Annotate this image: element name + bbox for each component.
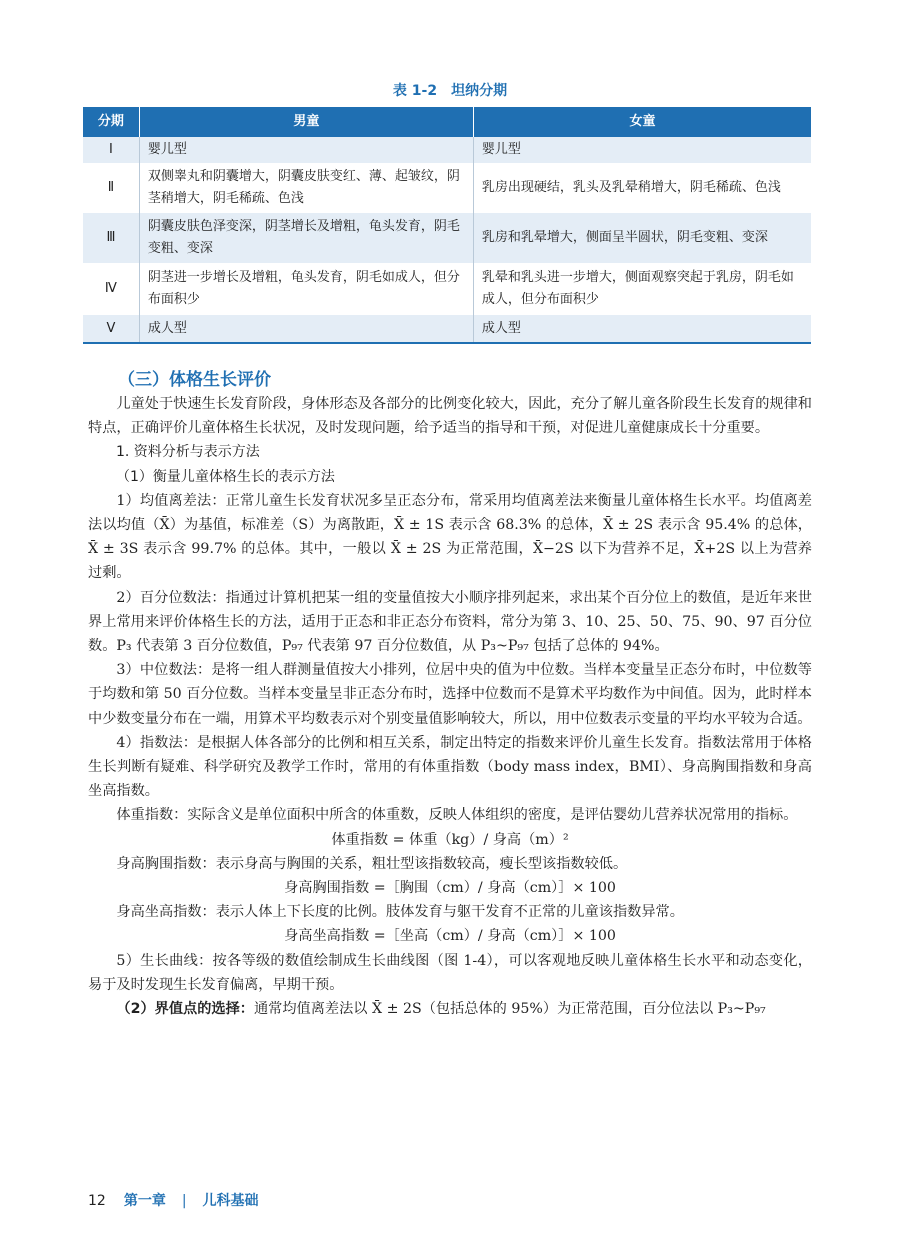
subheading-1: 1. 资料分析与表示方法 [116,444,260,461]
girl-cell: 乳房出现硬结，乳头及乳晕稍增大，阴毛稀疏、色浅 [473,163,811,213]
boy-cell: 双侧睾丸和阴囊增大，阴囊皮肤变红、薄、起皱纹，阴茎稍增大，阴毛稀疏、色浅 [139,163,473,213]
paragraph-cutoff [88,997,812,1021]
header-stage: 分期 [83,107,139,137]
paragraph-growth-curve: 5）生长曲线：按各等级的数值绘制成生长曲线图（图 1-4），可以客观地反映儿童体格生长水平和动态变化，易于及时发现生长发育偏离，早期干预。 [88,952,812,993]
book-title: 儿科基础 [202,1193,259,1209]
cutoff-text: 通常均值离差法以 X̄ ± 2S（包括总体的 95%）为正常范围，百分位法以 P₃~P₉₇ [253,1001,766,1018]
girl-cell: 成人型 [473,315,811,343]
stage-cell: Ⅰ [83,137,139,163]
paragraph-chest-index: 身高胸围指数：表示身高与胸围的关系，粗壮型该指数较高，瘦长型该指数较低。 [116,855,628,872]
boy-cell: 阴囊皮肤色泽变深，阴茎增长及增粗，龟头发育，阴毛变粗、变深 [139,213,473,263]
table-row [83,137,811,163]
subheading-2: （1）衡量儿童体格生长的表示方法 [116,468,335,485]
body-text [88,392,812,1021]
boy-cell: 成人型 [139,315,473,343]
girl-cell: 乳晕和乳头进一步增大，侧面观察突起于乳房，阴毛如成人，但分布面积少 [473,263,811,315]
table-header-row [83,107,811,137]
section-title: （三）体格生长评价 [118,370,271,390]
formula-sitting-index: 身高坐高指数 =［坐高（cm）/ 身高（cm）］× 100 [284,928,616,945]
paragraph-median: 3）中位数法：是将一组人群测量值按大小排列，位居中央的值为中位数。当样本变量呈正态分布时，中位数等于均数和第 50 百分位数。当样本变量呈非正态分布时，选择中位数而不是算术平均数作为中间值。因为，此时样本中少数变量分布在一端，用算术平均数表示对个别变量值影响较大，所以，用中位数表示变量的平均水平较为合适。 [88,662,812,727]
footer-separator: | [181,1193,187,1209]
paragraph-percentile: 2）百分位数法：指通过计算机把某一组的变量值按大小顺序排列起来，求出某个百分位上的数值，是近年来世界上常用来评价体格生长的方法，适用于正态和非正态分布资料，常分为第 3、10、25、50、75、90、97 百分位数。P₃ 代表第 3 百分位数值，P₉₇ 代表第 97 百分位数值，从 P₃~P₉₇ 包括了总体的 94%。 [88,589,812,655]
table-row [83,163,811,213]
girl-cell: 乳房和乳晕增大，侧面呈半圆状，阴毛变粗、变深 [473,213,811,263]
table-caption: 表 1-2 坦纳分期 [392,83,508,99]
table-row [83,213,811,263]
paragraph-index: 4）指数法：是根据人体各部分的比例和相互关系，制定出特定的指数来评价儿童生长发育。指数法常用于体格生长判断有疑难、科学研究及教学工作时，常用的有体重指数（body mass index，BMI）、身高胸围指数和身高坐高指数。 [88,734,812,800]
table-row [83,263,811,315]
paragraph-bmi: 体重指数：实际含义是单位面积中所含的体重数，反映人体组织的密度，是评估婴幼儿营养状况常用的指标。 [116,807,798,824]
page-footer [88,1190,259,1210]
header-boy: 男童 [139,107,473,137]
stage-cell: Ⅲ [83,213,139,263]
stage-cell: Ⅳ [83,263,139,315]
page-number: 12 [88,1193,106,1209]
tanner-stage-table [83,107,811,344]
paragraph-mean-deviation: 1）均值离差法：正常儿童生长发育状况多呈正态分布，常采用均值离差法来衡量儿童体格生长水平。均值离差法以均值（X̄）为基值，标准差（S）为离散距，X̄ ± 1S 表示含 68.3% 的总体，X̄ ± 2S 表示含 95.4% 的总体，X̄ ± 3S 表示含 99.7% 的总体。其中，一般以 X̄ ± 2S 为正常范围，X̄−2S 以下为营养不足，X̄+2S 以上为营养过剩。 [88,492,812,582]
paragraph-sitting-index: 身高坐高指数：表示人体上下长度的比例。肢体发育与躯干发育不正常的儿童该指数异常。 [116,904,684,921]
boy-cell: 婴儿型 [139,137,473,163]
formula-chest-index: 身高胸围指数 =［胸围（cm）/ 身高（cm）］× 100 [284,880,616,897]
stage-cell: Ⅴ [83,315,139,343]
cutoff-label: （2）界值点的选择： [116,1001,254,1018]
boy-cell: 阴茎进一步增长及增粗，龟头发育，阴毛如成人，但分布面积少 [139,263,473,315]
header-girl: 女童 [473,107,811,137]
formula-bmi: 体重指数 = 体重（kg）/ 身高（m）² [331,831,569,848]
table-row [83,315,811,343]
intro-paragraph: 儿童处于快速生长发育阶段，身体形态及各部分的比例变化较大，因此，充分了解儿童各阶段生长发育的规律和特点，正确评价儿童体格生长状况，及时发现问题，给予适当的指导和干预，对促进儿童健康成长十分重要。 [88,396,812,437]
stage-cell: Ⅱ [83,163,139,213]
girl-cell: 婴儿型 [473,137,811,163]
chapter-label: 第一章 [123,1193,166,1209]
